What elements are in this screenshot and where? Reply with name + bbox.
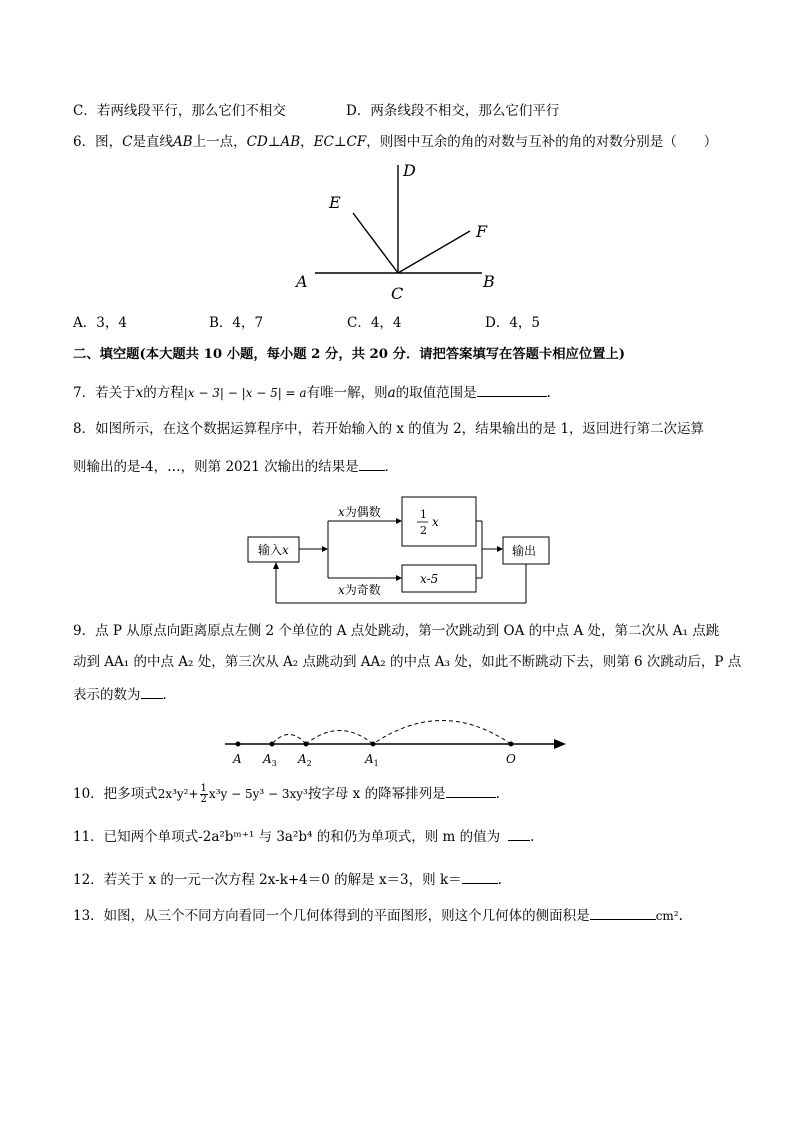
q13-unit: cm² [655,909,679,923]
q11-answer-blank[interactable] [508,826,530,841]
q6-option-a: A．3，4 [73,315,127,331]
q6-sep: ， [300,134,314,150]
q10-fraction: $\frac{1}{2}$ [200,783,207,805]
q7-text-2: 有唯一解，则 [306,385,388,401]
q6-text-1: 是直线 [132,134,173,150]
q9-line-3 [73,684,176,705]
q12-answer-blank[interactable] [462,869,498,884]
label-a3: $A_3$ [263,752,277,768]
q9-text: 表示的数为 [73,687,141,703]
q6-ec-perp-cf: EC⊥CF [313,134,367,150]
label-a2: $A_2$ [298,752,312,768]
input-label: 输入x [258,543,289,557]
q5-option-d: D．两条线段不相交，那么它们平行 [346,103,560,119]
label-c: C [391,284,404,303]
arrowhead [396,518,402,524]
axis-arrow [554,739,566,749]
q10-answer-blank[interactable] [446,783,496,798]
q8-line-2 [73,456,398,477]
q8-line-1: 8．如图所示，在这个数据运算程序中，若开始输入的 x 的值为 2，结果输出的是 1，返回进行第二次运算 [73,421,705,437]
ray-cf [398,231,470,273]
q13-stem [73,905,683,926]
q7-prefix: 7．若关于 [73,385,136,401]
section-2-heading: 二、填空题(本大题共 10 小题，每小题 2 分，共 20 分．请把答案填写在答题卡相应位置上) [73,347,626,362]
q6-stem [73,132,717,152]
arrowhead [396,575,402,581]
q8-end: ． [384,459,399,475]
q6-var-c: C [122,134,133,150]
half-box [402,497,476,546]
point-a [236,742,241,747]
q9-end: ． [162,687,176,703]
output-label: 输出 [512,544,537,558]
label-b: B [483,272,495,291]
ray-ce [353,213,398,273]
arrowhead [497,546,503,552]
half-denominator: 2 [420,524,427,537]
q8-text: 则输出的是-4，…，则第 2021 次输出的结果是 [73,459,359,475]
q7-var-a: a [387,385,396,401]
jump-1 [373,721,511,745]
q6-cd-perp-ab: CD⊥AB [246,134,301,150]
q7-text-1: 的方程 [143,385,184,401]
q6-figure [290,160,510,305]
q11-end: . [530,829,535,845]
q7-stem [73,382,551,403]
q9-number-line [222,707,572,769]
label-f: F [476,222,488,241]
q7-equation: |x − 3| − |x − 5| = a [183,386,307,400]
q10-term-2: x³y − 5y³ − 3xy³ [208,787,308,801]
q7-answer-blank[interactable] [477,382,547,397]
q7-text-3: 的取值范围是 [395,385,477,401]
label-a: A [233,752,242,766]
label-d: D [403,161,416,180]
q7-end: . [546,385,551,401]
q13-answer-blank[interactable] [590,905,656,920]
even-label: x为偶数 [338,505,381,519]
q6-var-ab: AB [172,134,193,150]
q6-option-b: B．4，7 [209,315,264,331]
q10-prefix: 10．把多项式 [73,786,158,802]
q8-answer-blank[interactable] [359,456,385,471]
q5-option-c: C．若两线段平行，那么它们不相交 [73,103,286,119]
jump-3 [272,735,306,745]
q6-text-2: 上一点， [192,134,247,150]
label-a1: $A_1$ [365,752,379,768]
q6-text-3: ，则图中互余的角的对数与互补的角的对数分别是（ ） [366,134,718,150]
q8-flowchart [240,492,560,610]
label-e: E [329,193,341,212]
q10-end: . [495,786,500,802]
jump-2 [306,731,373,745]
q7-var-x: x [135,385,144,401]
q10-stem [73,783,500,805]
q11-stem [73,826,534,847]
arrowhead [322,546,328,552]
half-numerator: 1 [420,508,427,521]
q10-text: 按字母 x 的降幂排列是 [307,786,446,802]
half-var: x [432,515,439,529]
q9-answer-blank[interactable] [141,684,163,699]
q6-option-d: D．4，5 [485,315,541,331]
q13-text: 13．如图，从三个不同方向看同一个几何体得到的平面图形，则这个几何体的侧面积是 [73,908,590,924]
q12-end: . [497,872,502,888]
q9-line-1: 9．点 P 从原点向距离原点左侧 2 个单位的 A 点处跳动，第一次跳动到 OA 的中点 A 处，第二次从 A₁ 点跳 [73,623,720,639]
q6-option-c: C．4，4 [347,315,402,331]
odd-label: x为奇数 [338,583,381,597]
q9-line-2: 动到 AA₁ 的中点 A₂ 处，第三次从 A₂ 点跳动到 AA₂ 的中点 A₃ 处，如此不断跳动下去，则第 6 次跳动后，P 点 [73,654,742,670]
minus5-box [402,565,476,592]
label-a: A [296,272,308,291]
q13-end: . [678,908,683,924]
q6-prefix: 6．图， [73,134,123,150]
q12-text: 12．若关于 x 的一元一次方程 2x-k+4＝0 的解是 x＝3，则 k＝ [73,872,462,888]
arrowhead [273,562,279,569]
q11-text: 11．已知两个单项式-2a²bᵐ⁺¹ 与 3a²b⁴ 的和仍为单项式，则 m 的值为 [73,829,501,845]
q10-term-1: 2x³y²+ [157,787,199,801]
q12-stem [73,869,502,890]
label-o: O [506,752,516,766]
minus5-label: x-5 [420,572,439,586]
